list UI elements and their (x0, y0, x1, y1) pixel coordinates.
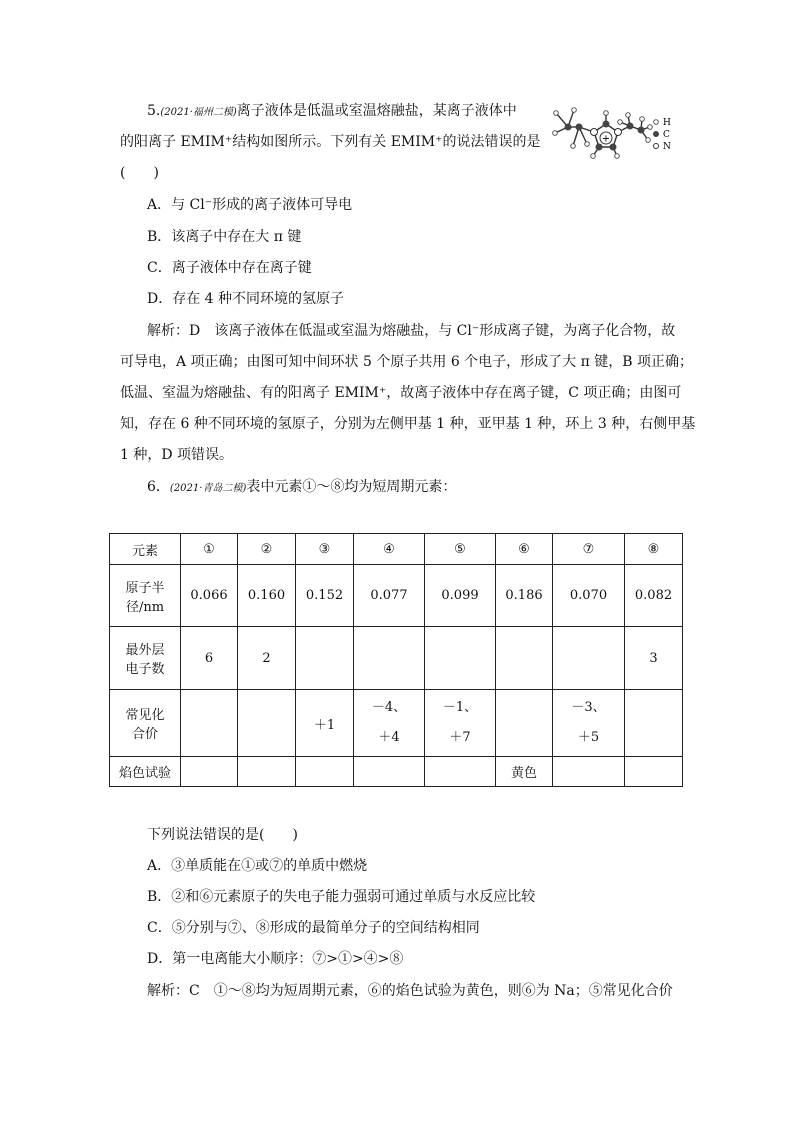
q6-option-d: D．第一电离能大小顺序：⑦>①>④>⑧ (147, 951, 404, 967)
q6-question-stem: 下列说法错误的是( ) (147, 827, 298, 843)
q5-analysis-line3: 低温、室温为熔融盐、有的阳离子 EMIM⁺，故离子液体中存在离子键，C 项正确；由图可 (120, 385, 682, 401)
q5-stem-text: 离子液体是低温或室温熔融盐，某离子液体中 (236, 103, 517, 119)
header-cell: ② (238, 534, 296, 565)
q5-analysis-line5: 1 种，D 项错误。 (120, 447, 234, 463)
q6-analysis: 解析：C ①～⑧均为短周期元素，⑥的焰色试验为黄色，则⑥为 Na；⑤常见化合价 (147, 983, 673, 999)
q6-stem (147, 477, 456, 499)
q5-option-d: D．存在 4 种不同环境的氢原子 (147, 291, 345, 307)
q6-intro: 表中元素①～⑧均为短周期元素： (246, 479, 457, 495)
table-cell: 黄色 (496, 757, 553, 787)
row-label-cell: 焰色试验 (110, 757, 181, 787)
table-cell (425, 627, 496, 690)
table-cell (296, 757, 354, 787)
table-cell (354, 627, 425, 690)
legend-n-dot (654, 144, 659, 149)
q5-option-b: B．该离子中存在大 π 键 (147, 229, 302, 245)
q5-option-c: C．离子液体中存在离子键 (147, 260, 312, 276)
ring-charge: + (601, 133, 611, 145)
header-cell: ⑤ (425, 534, 496, 565)
table-cell: －4、 ＋4 (354, 690, 425, 757)
table-cell: －3、 ＋5 (553, 690, 625, 757)
legend-n-label: N (663, 142, 671, 152)
table-cell: ＋1 (296, 690, 354, 757)
table-cell: 2 (238, 627, 296, 690)
table-cell: 0.077 (354, 565, 425, 627)
table-cell (496, 690, 553, 757)
q6-number: 6． (147, 479, 170, 495)
table-cell: 0.066 (181, 565, 238, 627)
table-cell: 0.070 (553, 565, 625, 627)
emim-structure-figure (546, 100, 691, 170)
table-cell (553, 757, 625, 787)
legend-h-label: H (663, 118, 671, 128)
table-cell: 0.160 (238, 565, 296, 627)
q5-stem-line2: 的阳离子 EMIM⁺结构如图所示。下列有关 EMIM⁺的说法错误的是 (120, 134, 541, 150)
q5-stem-line1 (147, 101, 517, 123)
molecule-legend (653, 118, 671, 152)
table-cell (354, 757, 425, 787)
row-label-cell: 最外层 电子数 (110, 627, 181, 690)
q6-source: (2021·青岛二模) (169, 483, 247, 494)
table-row-outer-electrons (110, 627, 683, 690)
q5-analysis-line4: 知，存在 6 种不同环境的氢原子，分别为左侧甲基 1 种，亚甲基 1 种，环上 3 种，右侧甲基 (120, 416, 696, 432)
table-cell: 0.186 (496, 565, 553, 627)
table-cell: 0.152 (296, 565, 354, 627)
row-label-cell: 原子半 径/nm (110, 565, 181, 627)
header-cell: ① (181, 534, 238, 565)
table-cell (496, 627, 553, 690)
q5-source: (2021·福州二模) (160, 107, 237, 118)
table-cell: －1、 ＋7 (425, 690, 496, 757)
header-cell: 元素 (110, 534, 181, 565)
table-cell (238, 690, 296, 757)
table-cell (625, 757, 683, 787)
q5-paren: ( ) (120, 165, 159, 181)
q5-number: 5. (147, 103, 161, 119)
table-row-valence (110, 690, 683, 757)
table-cell (238, 757, 296, 787)
header-cell: ⑥ (496, 534, 553, 565)
table-cell (625, 690, 683, 757)
table-cell: 0.099 (425, 565, 496, 627)
q5-analysis-line1: 解析：D 该离子液体在低温或室温为熔融盐，与 Cl⁻形成离子键，为离子化合物，故 (147, 323, 676, 339)
q6-option-b: B．②和⑥元素原子的失电子能力强弱可通过单质与水反应比较 (147, 889, 536, 905)
legend-h-dot (654, 120, 659, 125)
table-cell: 6 (181, 627, 238, 690)
table-row-radius (110, 565, 683, 627)
table-cell (296, 627, 354, 690)
table-cell (553, 627, 625, 690)
header-cell: ④ (354, 534, 425, 565)
table-cell: 0.082 (625, 565, 683, 627)
header-cell: ③ (296, 534, 354, 565)
table-cell (181, 757, 238, 787)
row-label-cell: 常见化 合价 (110, 690, 181, 757)
header-cell: ⑦ (553, 534, 625, 565)
table-cell (425, 757, 496, 787)
element-table (109, 533, 683, 787)
header-cell: ⑧ (625, 534, 683, 565)
legend-c-dot (653, 131, 659, 137)
q5-option-a: A．与 Cl⁻形成的离子液体可导电 (147, 197, 353, 213)
q6-option-c: C．⑤分别与⑦、⑧形成的最简单分子的空间结构相同 (147, 920, 480, 936)
table-header-row (110, 534, 683, 565)
table-cell: 3 (625, 627, 683, 690)
table-cell (181, 690, 238, 757)
legend-c-label: C (663, 130, 670, 140)
table-row-flame (110, 757, 683, 787)
q6-option-a: A．③单质能在①或⑦的单质中燃烧 (147, 858, 368, 874)
q5-analysis-line2: 可导电，A 项正确；由图可知中间环状 5 个原子共用 6 个电子，形成了大 π 键，B 项正确； (120, 354, 694, 370)
